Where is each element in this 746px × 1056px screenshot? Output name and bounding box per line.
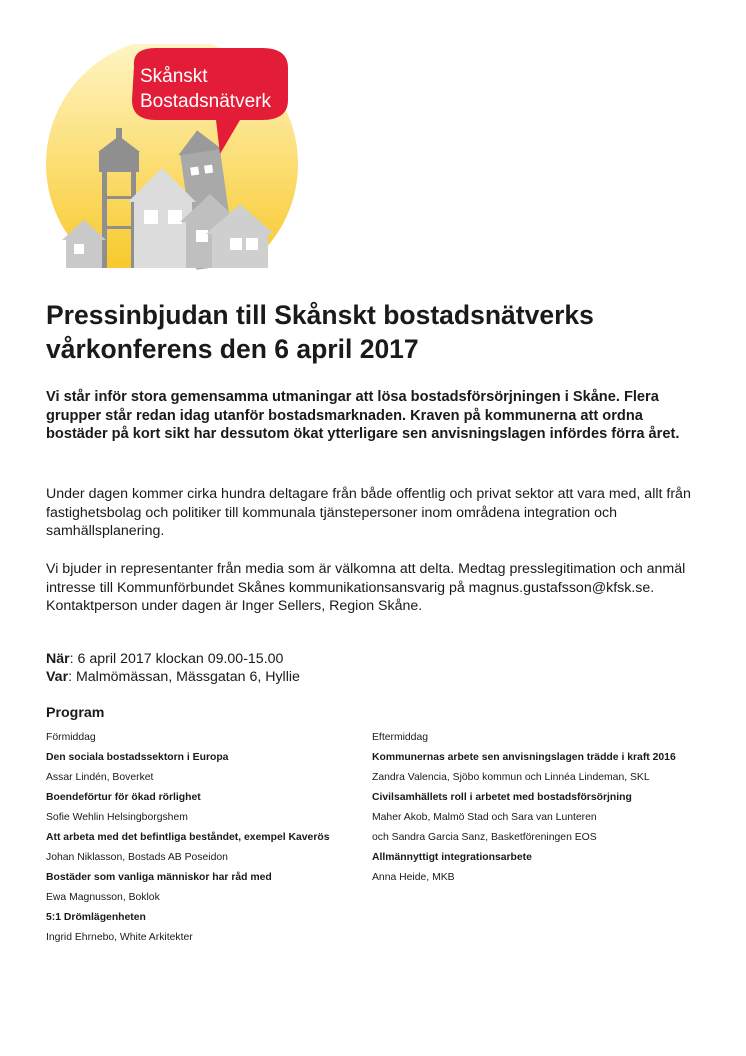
program-afternoon-column	[372, 728, 702, 888]
when-value: : 6 april 2017 klockan 09.00-15.00	[69, 651, 284, 667]
where-value: : Malmömässan, Mässgatan 6, Hyllie	[68, 669, 300, 685]
event-when	[46, 650, 706, 668]
program-item: Allmännyttigt integrationsarbete	[372, 852, 532, 863]
program-item: 5:1 Drömlägenheten	[46, 912, 146, 923]
program-item: och Sandra Garcia Sanz, Basketföreningen EOS	[372, 832, 597, 843]
program-item: Anna Heide, MKB	[372, 872, 455, 883]
contact-person-text: Kontaktperson under dagen är Inger Sellers, Region Skåne.	[46, 598, 423, 614]
program-morning-column	[46, 728, 376, 948]
event-details	[46, 650, 706, 686]
lead-paragraph: Vi står inför stora gemensamma utmaningar att lösa bostadsförsörjningen i Skåne. Flera grupper står redan idag utanför bostadsmarknaden. Kraven på kommunerna att ordna bostäder på kort sikt har dessutom ökat ytterligare sen anvisningslagen infördes förra året.	[46, 389, 680, 442]
program-heading: Program	[46, 705, 105, 721]
media-invitation-text: Vi bjuder in representanter från media som är välkomna att delta. Medtag presslegitimation och anmäl intresse till Kommunförbundet Skånes kommunikationsansvarig på magnus.gustafsson@kfsk.se.	[46, 561, 686, 596]
skanskt-bostadsnatverk-logo	[44, 44, 304, 270]
program-item: Den sociala bostadssektorn i Europa	[46, 752, 229, 763]
program-item: Bostäder som vanliga människor har råd med	[46, 872, 272, 883]
program-item: Civilsamhällets roll i arbetet med bostadsförsörjning	[372, 792, 632, 803]
program-item: Att arbeta med det befintliga beståndet, exempel Kaverös	[46, 832, 330, 843]
program-item: Ewa Magnusson, Boklok	[46, 892, 160, 903]
program-item: Sofie Wehlin Helsingborgshem	[46, 812, 188, 823]
program-item: Eftermiddag	[372, 732, 429, 743]
body-paragraph-media	[46, 560, 706, 616]
program-item: Kommunernas arbete sen anvisningslagen trädde i kraft 2016	[372, 752, 676, 763]
when-label: När	[46, 651, 70, 667]
program-item: Förmiddag	[46, 732, 96, 743]
program-item: Ingrid Ehrnebo, White Arkitekter	[46, 932, 193, 943]
program-item: Johan Niklasson, Bostads AB Poseidon	[46, 852, 228, 863]
body-paragraph-participants: Under dagen kommer cirka hundra deltagare från både offentlig och privat sektor att vara med, allt från fastighetsbolag och politiker till kommunala tjänstepersoner inom områdena integration och samhällsplanering.	[46, 486, 691, 539]
program-item: Maher Akob, Malmö Stad och Sara van Lunteren	[372, 812, 597, 823]
speech-bubble-line2: Bostadsnätverk	[140, 91, 271, 112]
speech-bubble-line1: Skånskt	[140, 66, 208, 87]
program-item: Boendeförtur för ökad rörlighet	[46, 792, 201, 803]
program-item: Assar Lindén, Boverket	[46, 772, 154, 783]
where-label: Var	[46, 669, 69, 685]
event-where	[46, 668, 706, 686]
program-item: Zandra Valencia, Sjöbo kommun och Linnéa Lindeman, SKL	[372, 772, 650, 783]
page-title: Pressinbjudan till Skånskt bostadsnätverks vårkonferens den 6 april 2017	[46, 300, 594, 364]
